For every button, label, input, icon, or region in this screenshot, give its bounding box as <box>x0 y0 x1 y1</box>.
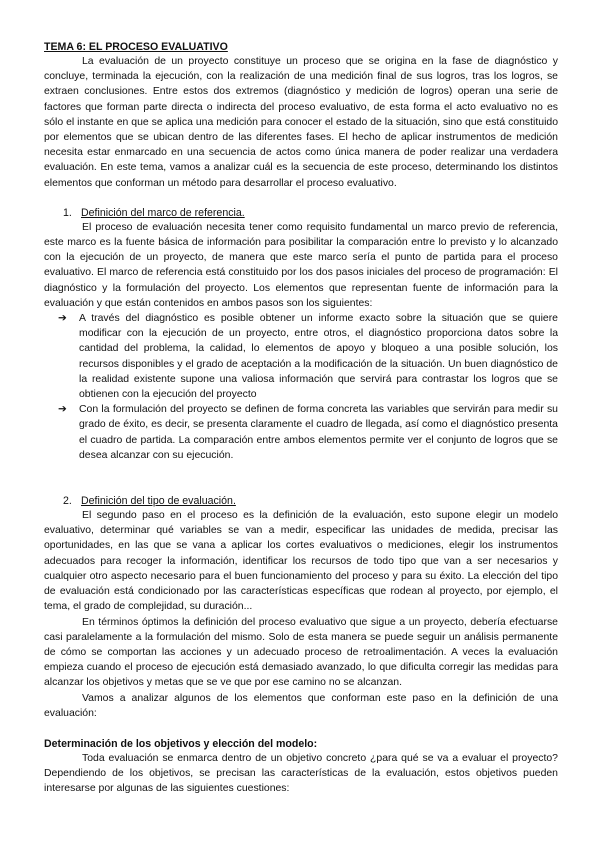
section-2-title: Definición del tipo de evaluación. <box>81 495 236 508</box>
section-1-title: Definición del marco de referencia. <box>81 206 245 219</box>
bullet-text: Con la formulación del proyecto se definen de forma concreta las variables que servirán para medir su grado de éxito, es decir, se presenta claramente el cuadro de llegada, así como el diagnóstico presenta el cuadro de partida. La comparación entre ambos elementos permite ver el conjunto de logros que se desea alcanzar con su ejecución. <box>79 404 558 461</box>
section-2-paragraph-1: El segundo paso en el proceso es la definición de la evaluación, esto supone elegir un modelo evaluativo, determinar qué variables se van a medir, especificar las unidades de medida, precisar las oportunidades, en las que se vana a aplicar los cortes evaluativos o mediciones, elegir los instrumentos adecuados para recoger la información, identificar los recursos de todo tipo que van a ser necesarios y cualquier otro aspecto necesario para el buen funcionamiento del proceso y para su éxito. La elección del tipo de evaluación está condicionado por las características específicas que rodean al proyecto, por ejemplo, el tema, el grado de complejidad, su duración... <box>44 510 558 613</box>
section-2-paragraph-3: Vamos a analizar algunos de los elementos que conforman este paso en la definición de una evaluación: <box>44 692 558 719</box>
section-1-number: 1. <box>63 206 72 219</box>
section-1-heading <box>63 206 558 220</box>
section-1-paragraph: El proceso de evaluación necesita tener como requisito fundamental un marco previo de referencia, este marco es la fuente básica de información para posibilitar la comparación entre lo previsto y lo alcanzado con la ejecución de un proyecto, de manera que este marco sería el punto de partida para el proceso evaluativo. El marco de referencia está constituido por los dos pasos iniciales del proceso de programación: El diagnóstico y la formulación del proyecto. Los elementos que representan fuente de información para la evaluación y que están contenidos en ambos pasos son los siguientes: <box>44 221 558 309</box>
subsection-heading: Determinación de los objetivos y elección del modelo: <box>44 737 318 750</box>
section-2-paragraph-2: En términos óptimos la definición del proceso evaluativo que sigue a un proyecto, debería efectuarse casi paralelamente a la formulación del mismo. Solo de esta manera se puede seguir un análisis permanente de cómo se comportan las acciones y un adecuado proceso de retroalimentación. A veces la evaluación empieza cuando el proceso de ejecución está demasiado avanzado, lo que dificulta corregir las medidas para alcanzar los objetivos y metas que se ve que por ese camino no se alcanzan. <box>44 616 558 689</box>
section-1-bullet-list <box>44 311 558 463</box>
section-2-number: 2. <box>63 495 72 508</box>
document-page <box>44 40 558 797</box>
arrow-bullet-icon: ➔ <box>58 403 67 416</box>
intro-paragraph: La evaluación de un proyecto constituye un proceso que se origina en la fase de diagnóstico y concluye, terminada la ejecución, con la realización de una medición final de sus logros, tras los logros, se extraen conclusiones. Entre estos dos extremos (diagnóstico y medición de logros) operan una serie de factores que forman parte directa o indirecta del proceso evaluativo, de esta forma el acto evaluativo no es sólo el instante en que se aplica una medición para conocer el estado de la situación, sino que está constituido por elementos que se ubican dentro de las diferentes fases. El hecho de aplicar instrumentos de medición necesita estar enmarcado en una secuencia de actos como única manera de poder realizar una verdadera evaluación. En este tema, vamos a analizar cuál es la secuencia de este proceso, determinando los distintos elementos que conforman un método para desarrollar el proceso evaluativo. <box>44 56 558 189</box>
document-title: TEMA 6: EL PROCESO EVALUATIVO <box>44 41 228 53</box>
list-item <box>58 402 558 463</box>
arrow-bullet-icon: ➔ <box>58 312 67 325</box>
subsection-paragraph: Toda evaluación se enmarca dentro de un objetivo concreto ¿para qué se va a evaluar el proyecto? Dependiendo de los objetivos, se precisan las características de la evaluación, estos objetivos pueden interesarse por algunas de las siguientes cuestiones: <box>44 752 558 795</box>
section-2-heading <box>63 494 558 508</box>
bullet-text: A través del diagnóstico es posible obtener un informe exacto sobre la situación que se quiere modificar con la ejecución de un proyecto, entre otros, el diagnóstico proporciona datos sobre la cantidad del problema, la calidad, lo elementos de apoyo y bloqueo a una posible solución, los recursos disponibles y el grado de aceptación a la modificación de la situación. Un buen diagnóstico de la realidad existente supone una valiosa información que servirá para contrastar los logros que se obtienen con la ejecución del proyecto <box>79 313 558 401</box>
list-item <box>58 311 558 402</box>
